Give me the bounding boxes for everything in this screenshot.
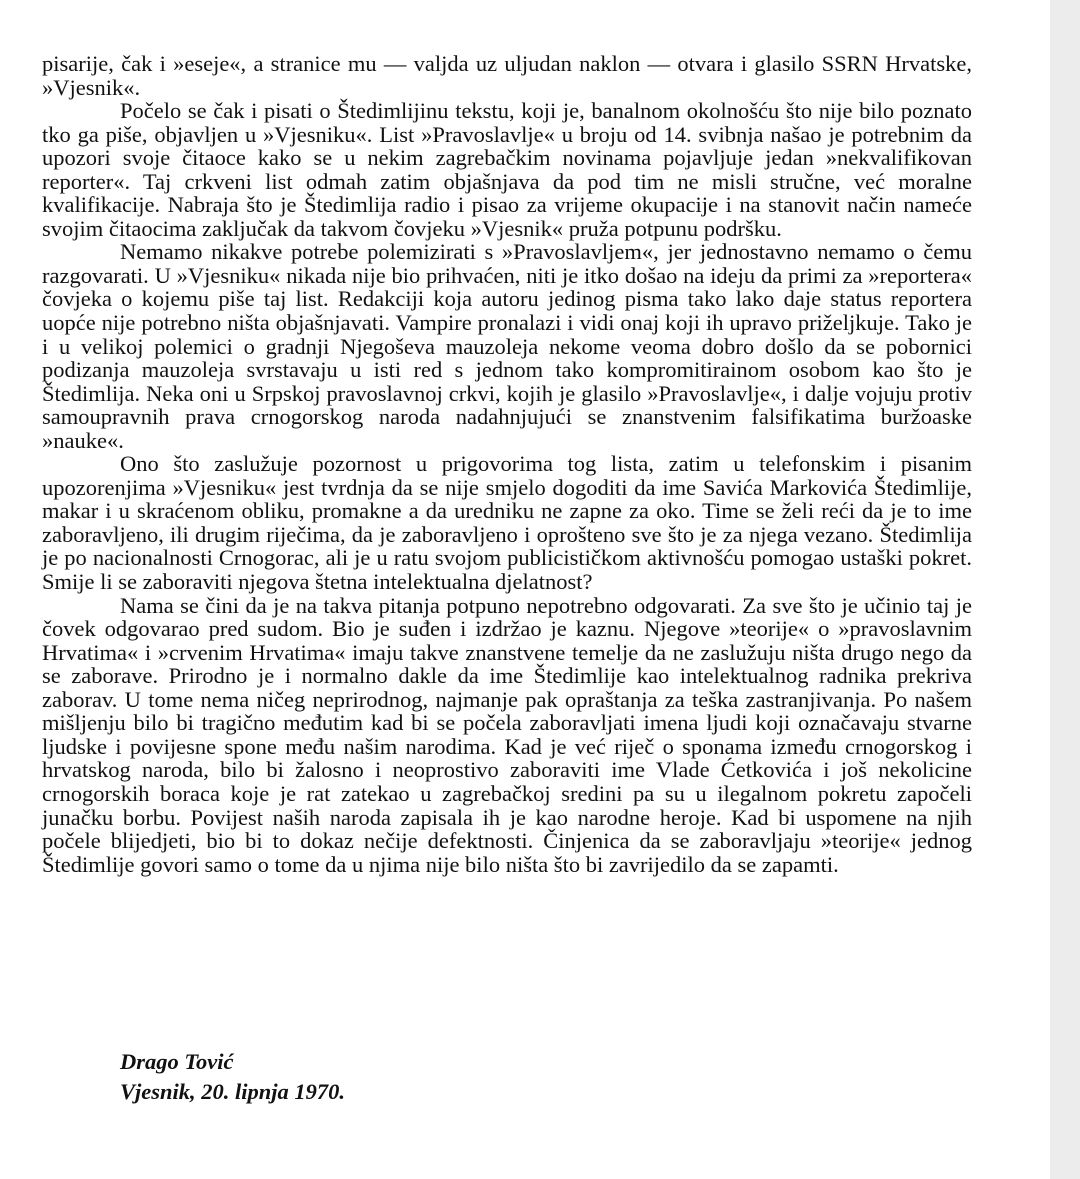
paragraph-3: Nemamo nikakve potrebe polemizirati s »Pravoslavljem«, jer jednostavno nemamo o čemu razgovarati. U »Vjesniku« nikada nije bio prihvaćen, niti je itko došao na ideju da primi za »reportera« čovjeka o kojemu piše taj list. Redakciji koja autoru jedinog pisma tako lako daje status reportera uopće nije potrebno ništa objašnjavati. Vampire pronalazi i vidi onaj koji ih upravo priželjkuje. Tako je i u velikoj polemici o gradnji Njegoševa mauzoleja nekome veoma dobro došlo da se pobornici podizanja mauzoleja svrstavaju u isti red s jednom tako kompromitirainom osobom kao što je Štedimlija. Neka oni u Srpskoj pravoslavnoj crkvi, kojih je glasilo »Pravoslavlje«, i dalje vojuju protiv samoupravnih prava crnogorskog naroda nadahnjujući se znanstvenim falsifikatima buržoaske »nauke«. [42,239,972,453]
publication-source: Vjesnik, 20. lipnja 1970. [120,1079,346,1104]
author-name: Drago Tović [120,1049,234,1074]
paragraph-2: Počelo se čak i pisati o Štedimlijinu tekstu, koji je, banalnom okolnošću što nije bilo poznato tko ga piše, objavljen u »Vjesniku«. List »Pravoslavlje« u broju od 14. svibnja našao je potrebnim da upozori svoje čitaoce kako se u nekim zagrebačkim novinama pojavljuje jedan »nekvalifikovan reporter«. Taj crkveni list odmah zatim objašnjava da pod tim ne misli stručne, već moralne kvalifikacije. Nabraja što je Štedimlija radio i pisao za vrijeme okupacije i na stanovit način nameće svojim čitaocima zaključak da takvom čovjeku »Vjesnik« pruža potpunu podršku. [42,98,972,241]
paragraph-5: Nama se čini da je na takva pitanja potpuno nepotrebno odgovarati. Za sve što je učinio taj je čovek odgovarao pred sudom. Bio je suđen i izdržao je kaznu. Njegove »teorije« o »pravoslavnim Hrvatima« i »crvenim Hrvatima« imaju takve znanstvene temelje da ne zaslužuju ništa drugo nego da se zaborave. Prirodno je i normalno dakle da ime Štedimlije kao intelektualnog radnika prekriva zaborav. U tome nema ničeg neprirodnog, najmanje pak opraštanja za teška zastranjivanja. Po našem mišljenju bilo bi tragično međutim kad bi se počela zaboravljati imena ljudi koji označavaju stvarne ljudske i povijesne spone među našim narodima. Kad je već riječ o sponama između crnogorskog i hrvatskog naroda, bilo bi žalosno i neoprostivo zaboraviti ime Vlade Ćetkovića i još nekolicine crnogorskih boraca koje je rat zatekao u zagrebačkoj sredini pa su u ilegalnom pokretu započeli junačku borbu. Povijest naših naroda zapisala ih je kao narodne heroje. Kad bi uspomene na njih počele blijedjeti, bio bi to dokaz nečije defektnosti. Činjenica da se zaboravljaju »teorije« jednog Štedimlije govori samo o tome da u njima nije bilo ništa što bi zavrijedilo da se zapamti. [42,592,972,877]
signature-block [120,1047,345,1107]
article-body [42,52,972,876]
paragraph-1: pisarije, čak i »eseje«, a stranice mu — valjda uz uljudan naklon — otvara i glasilo SSRN Hrvatske, »Vjesnik«. [42,51,972,100]
scrollbar-track[interactable] [1050,0,1080,1179]
paragraph-4: Ono što zaslužuje pozornost u prigovorima tog lista, zatim u telefonskim i pisanim upozorenjima »Vjesniku« jest tvrdnja da se nije smjelo dogoditi da ime Savića Markovića Štedimlije, makar i u skraćenom obliku, promakne a da uredniku ne zapne za oko. Time se želi reći da je to ime zaboravljeno, ili drugim riječima, da je zaboravljeno i oprošteno sve što je za njega vezano. Štedimlija je po nacionalnosti Crnogorac, ali je u ratu svojom publicističkom aktivnošću pomogao ustaški pokret. Smije li se zaboraviti njegova štetna intelektualna djelatnost? [42,451,972,595]
